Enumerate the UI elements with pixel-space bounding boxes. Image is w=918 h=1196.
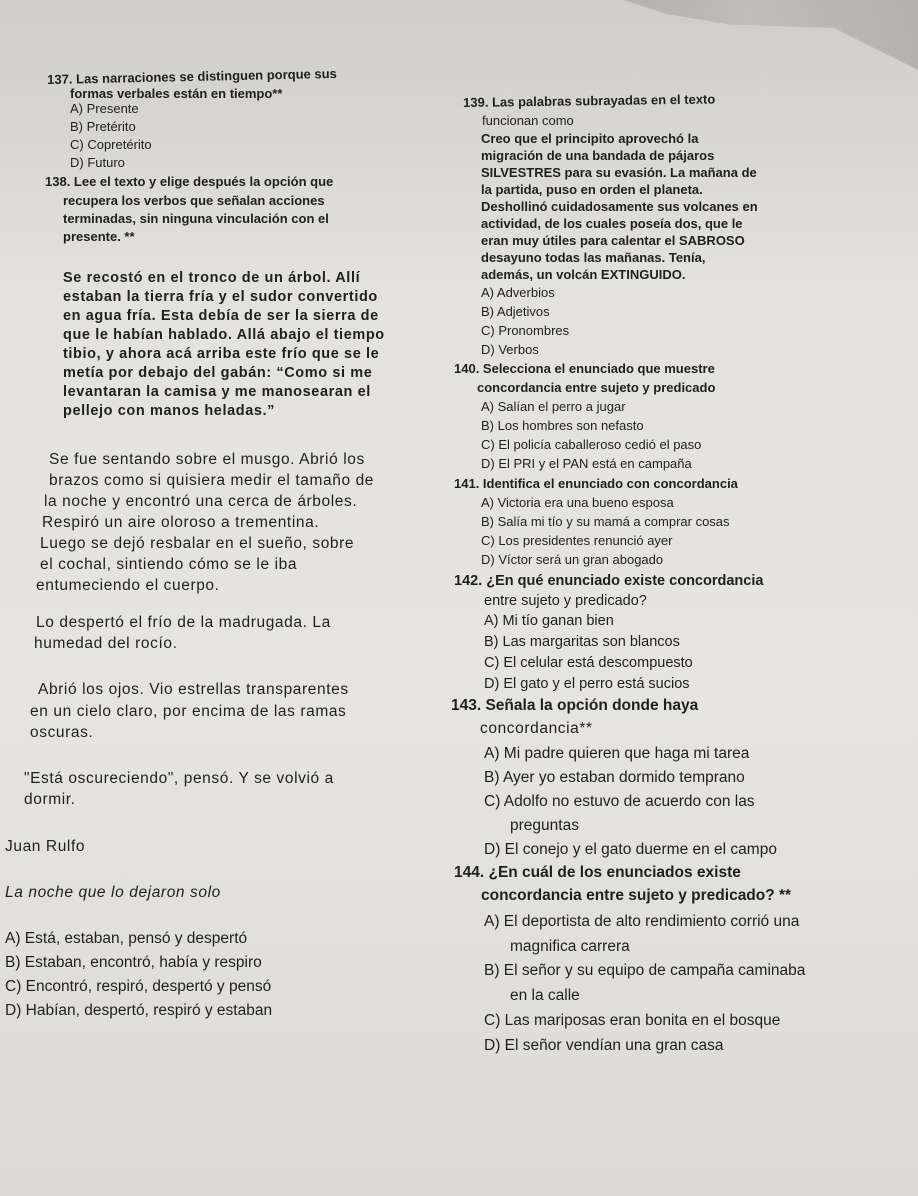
- story-p1-l3: en agua fría. Esta debía de ser la sierra de: [63, 308, 379, 324]
- q142-line2: entre sujeto y predicado?: [484, 593, 647, 609]
- story-p3-l1: Lo despertó el frío de la madrugada. La: [36, 614, 331, 631]
- story-p3-l2: humedad del rocío.: [34, 635, 178, 652]
- q144-line2: concordancia entre sujeto y predicado? **: [481, 887, 792, 904]
- story-p1-l1: Se recostó en el tronco de un árbol. Allí: [63, 270, 361, 286]
- q141-option-d: D) Víctor será un gran abogado: [481, 552, 664, 567]
- q143-option-c: C) Adolfo no estuvo de acuerdo con las: [484, 793, 755, 810]
- q140-line2: concordancia entre sujeto y predicado: [477, 380, 716, 395]
- q137-line2: formas verbales están en tiempo**: [70, 86, 283, 101]
- q139-passage-6: actividad, de los cuales poseía dos, que le: [481, 216, 743, 231]
- story-p1-l4: que le habían hablado. Allá abajo el tiempo: [63, 327, 385, 343]
- q139-line1: 139. Las palabras subrayadas en el texto: [463, 91, 716, 110]
- q138-line2: recupera los verbos que señalan acciones: [63, 193, 325, 208]
- q138-option-c: C) Encontró, respiró, despertó y pensó: [5, 978, 272, 995]
- q139-option-d: D) Verbos: [481, 342, 539, 357]
- q142-option-d: D) El gato y el perro está sucios: [484, 676, 690, 692]
- q144-option-d: D) El señor vendían una gran casa: [484, 1037, 724, 1054]
- story-p1-l6: metía por debajo del gabán: “Como si me: [63, 365, 373, 381]
- story-p1-l8: pellejo con manos heladas.”: [63, 403, 276, 419]
- story-p2-l3: la noche y encontró una cerca de árboles.: [44, 493, 358, 510]
- q143-option-d: D) El conejo y el gato duerme en el campo: [484, 841, 777, 858]
- q138-line1: 138. Lee el texto y elige después la opción que: [45, 174, 334, 189]
- q142-option-a: A) Mi tío ganan bien: [484, 613, 614, 629]
- q144-option-a: A) El deportista de alto rendimiento corrió una: [484, 913, 800, 930]
- q140-option-a: A) Salían el perro a jugar: [481, 399, 626, 414]
- q139-passage-3: SILVESTRES para su evasión. La mañana de: [481, 165, 757, 180]
- q139-passage-2: migración de una bandada de pájaros: [481, 148, 715, 163]
- q142-option-c: C) El celular está descompuesto: [484, 655, 693, 671]
- q139-line2: funcionan como: [482, 113, 574, 128]
- q143-option-b: B) Ayer yo estaban dormido temprano: [484, 769, 745, 786]
- q139-passage-7: eran muy útiles para calentar el SABROSO: [481, 233, 745, 248]
- q140-option-c: C) El policía caballeroso cedió el paso: [481, 437, 702, 452]
- q144-line1: 144. ¿En cuál de los enunciados existe: [454, 864, 741, 881]
- q141-option-b: B) Salía mi tío y su mamá a comprar cosas: [481, 514, 730, 529]
- q138-line3: terminadas, sin ninguna vinculación con el: [63, 211, 329, 226]
- story-p1-l7: levantaran la camisa y me manosearan el: [63, 384, 371, 400]
- story-p2-l6: el cochal, sintiendo cómo se le iba: [40, 556, 298, 573]
- q138-line4: presente. **: [63, 229, 135, 244]
- q139-option-c: C) Pronombres: [481, 323, 570, 338]
- q144-option-c: C) Las mariposas eran bonita en el bosque: [484, 1012, 781, 1029]
- q137-option-c: C) Copretérito: [70, 137, 152, 152]
- q139-passage-1: Creo que el principito aprovechó la: [481, 131, 699, 146]
- q143-line1: 143. Señala la opción donde haya: [451, 697, 699, 714]
- q137-option-b: B) Pretérito: [70, 119, 136, 134]
- q138-option-d: D) Habían, despertó, respiró y estaban: [5, 1002, 273, 1019]
- story-p5-l1: "Está oscureciendo", pensó. Y se volvió a: [24, 770, 334, 787]
- story-p2-l5: Luego se dejó resbalar en el sueño, sobre: [40, 535, 355, 552]
- q140-option-b: B) Los hombres son nefasto: [481, 418, 644, 433]
- q144-option-b: B) El señor y su equipo de campaña caminaba: [484, 962, 806, 979]
- q139-passage-8: desayuno todas las mañanas. Tenía,: [481, 250, 706, 265]
- q144-option-b-cont: en la calle: [510, 987, 580, 1004]
- story-p2-l7: entumeciendo el cuerpo.: [36, 577, 220, 594]
- q141-line1: 141. Identifica el enunciado con concordancia: [454, 476, 738, 491]
- story-work-title: La noche que lo dejaron solo: [5, 884, 221, 901]
- q139-option-b: B) Adjetivos: [481, 304, 550, 319]
- story-p4-l2: en un cielo claro, por encima de las ramas: [30, 703, 347, 720]
- q142-option-b: B) Las margaritas son blancos: [484, 634, 680, 650]
- q137-line1: 137. Las narraciones se distinguen porque sus: [47, 65, 337, 87]
- story-p2-l1: Se fue sentando sobre el musgo. Abrió los: [49, 451, 365, 468]
- q143-option-c-cont: preguntas: [510, 817, 579, 834]
- q144-option-a-cont: magnifica carrera: [510, 938, 630, 955]
- q139-option-a: A) Adverbios: [481, 285, 555, 300]
- story-p2-l4: Respiró un aire oloroso a trementina.: [42, 514, 320, 531]
- story-p1-l2: estaban la tierra fría y el sudor convertido: [63, 289, 378, 305]
- story-p4-l3: oscuras.: [30, 724, 94, 741]
- q140-line1: 140. Selecciona el enunciado que muestre: [454, 361, 715, 376]
- q139-passage-4: la partida, puso en orden el planeta.: [481, 182, 703, 197]
- q143-line2: concordancia**: [480, 720, 593, 737]
- story-p5-l2: dormir.: [24, 791, 76, 808]
- story-p4-l1: Abrió los ojos. Vio estrellas transparentes: [38, 681, 349, 698]
- q139-passage-5: Deshollinó cuidadosamente sus volcanes en: [481, 199, 758, 214]
- q140-option-d: D) El PRI y el PAN está en campaña: [481, 456, 692, 471]
- story-author: Juan Rulfo: [5, 838, 86, 855]
- q141-option-c: C) Los presidentes renunció ayer: [481, 533, 673, 548]
- q137-option-a: A) Presente: [70, 101, 139, 116]
- q139-passage-9: además, un volcán EXTINGUIDO.: [481, 267, 686, 282]
- q142-line1: 142. ¿En qué enunciado existe concordancia: [454, 573, 764, 589]
- q138-option-b: B) Estaban, encontró, había y respiro: [5, 954, 262, 971]
- q141-option-a: A) Victoria era una bueno esposa: [481, 495, 674, 510]
- q138-option-a: A) Está, estaban, pensó y despertó: [5, 930, 248, 947]
- q143-option-a: A) Mi padre quieren que haga mi tarea: [484, 745, 750, 762]
- q137-option-d: D) Futuro: [70, 155, 125, 170]
- story-p1-l5: tibio, y ahora acá arriba este frío que se le: [63, 346, 380, 362]
- story-p2-l2: brazos como si quisiera medir el tamaño de: [49, 472, 375, 489]
